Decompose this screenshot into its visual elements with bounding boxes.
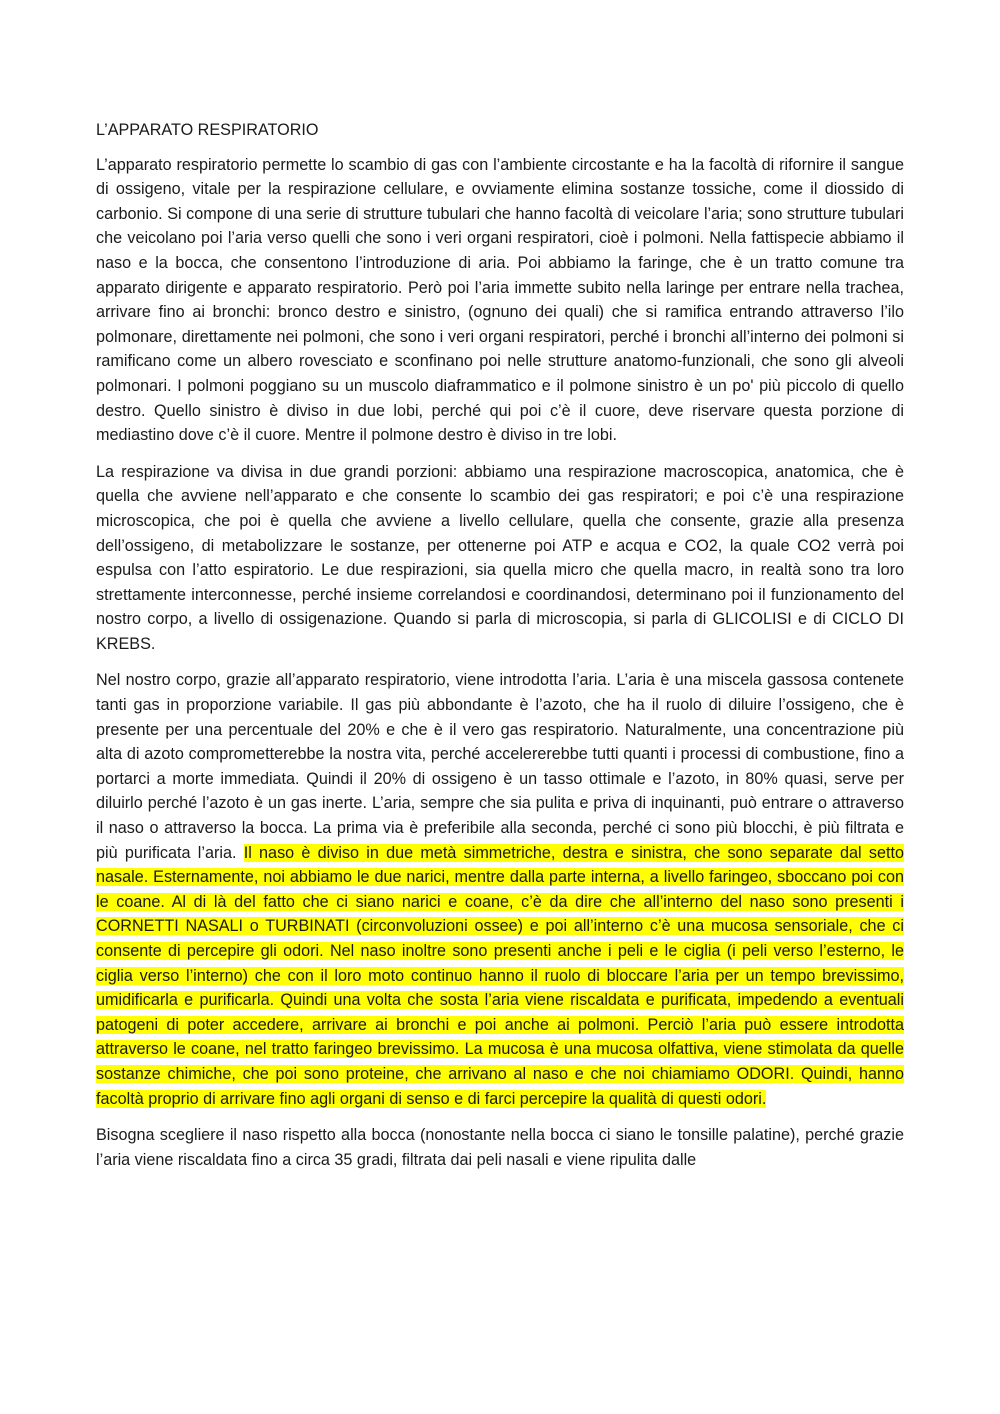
document-page [96,118,904,1184]
paragraph-respiratory-system: L’apparato respiratorio permette lo scambio di gas con l’ambiente circostante e ha la facoltà di rifornire il sangue di ossigeno, vitale per la respirazione cellulare, e ovviamente elimina sostanze tossiche, come il diossido di carbonio. Si compone di una serie di strutture tubulari che hanno facoltà di veicolare l’aria; sono strutture tubulari che veicolano poi l’aria verso quelli che sono i veri organi respiratori, cioè i polmoni. Nella fattispecie abbiamo il naso e la bocca, che consentono l’introduzione di aria. Poi abbiamo la faringe, che è un tratto comune tra apparato dirigente e apparato respiratorio. Però poi l’aria immette subito nella laringe per entrare nella trachea, arrivare fino ai bronchi: bronco destro e sinistro, (ognuno dei quali) che si ramifica entrando attraverso l’ilo polmonare, direttamente nei polmoni, che sono i veri organi respiratori, perché i bronchi all’interno dei polmoni si ramificano come un albero rovesciato e sconfinano poi nelle strutture anatomo-funzionali, che sono gli alveoli polmonari. I polmoni poggiano su un muscolo diaframmatico e il polmone sinistro è un po' più piccolo di quello destro. Quello sinistro è diviso in due lobi, perché qui poi c’è il cuore, deve riservare questa porzione di mediastino dove c’è il cuore. Mentre il polmone destro è diviso in tre lobi. [96,155,904,445]
document-title: L’APPARATO RESPIRATORIO [96,121,319,139]
paragraph-air-text: Nel nostro corpo, grazie all’apparato respiratorio, viene introdotta l’aria. L’aria è una miscela gassosa contenete tanti gas in proporzione variabile. Il gas più abbondante è l’azoto, che ha il ruolo di diluire l’ossigeno, che è presente per una percentuale del 20% e che è il vero gas respiratorio. Naturalmente, una concentrazione più alta di azoto comprometterebbe la nostra vita, perché accelererebbe tutti quanti i processi di combustione, fino a portarci a morte immediata. Quindi il 20% di ossigeno è un tasso ottimale e l’azoto, in 80% quasi, serve per diluirlo perché l’azoto è un gas inerte. L’aria, sempre che sia pulita e priva di inquinanti, può entrare o attraverso il naso o attraverso la bocca. La prima via è preferibile alla seconda, perché ci sono più blocchi, è più filtrata e più purificata l’aria. [96,671,904,862]
paragraph-nose-vs-mouth: Bisogna scegliere il naso rispetto alla bocca (nonostante nella bocca ci siano le tonsille palatine), perché grazie l’aria viene riscaldata fino a circa 35 gradi, filtrata dai peli nasali e viene ripulita dalle [96,1126,904,1169]
paragraph-air-and-nose [96,668,904,1111]
paragraph-respiration-types: La respirazione va divisa in due grandi porzioni: abbiamo una respirazione macroscopica, anatomica, che è quella che avviene nell’apparato e che consente lo scambio dei gas respiratori; e poi c’è una respirazione microscopica, che poi è quella che avviene a livello cellulare, quella che consente, grazie alla presenza dell’ossigeno, di metabolizzare le sostanze, per ottenerne poi ATP e acqua e CO2, la quale CO2 verrà poi espulsa con l’atto espiratorio. Le due respirazioni, sia quella micro che quella macro, in realtà sono tra loro strettamente interconnesse, perché insieme correlandosi e coordinandosi, determinano poi il funzionamento del nostro corpo, a livello di ossigenazione. Quando si parla di microscopia, si parla di GLICOLISI e di CICLO DI KREBS. [96,462,904,653]
highlighted-nose-passage: Il naso è diviso in due metà simmetriche, destra e sinistra, che sono separate dal setto nasale. Esternamente, noi abbiamo le due narici, mentre dalla parte interna, a livello faringeo, sboccano poi con le coane. Al di là del fatto che ci siano narici e coane, c’è da dire che all’interno del naso sono presenti i CORNETTI NASALI o TURBINATI (circonvoluzioni ossee) e poi all’interno c’è una mucosa sensoriale, che ci consente di percepire gli odori. Nel naso inoltre sono presenti anche i peli e le ciglia (i peli verso l’esterno, le ciglia verso l’interno) che con il loro moto continuo hanno il ruolo di bloccare l’aria per un tempo brevissimo, umidificarla e purificarla. Quindi una volta che sosta l’aria viene riscaldata e purificata, impedendo a eventuali patogeni di poter accedere, arrivare ai bronchi e poi anche ai polmoni. Perciò l’aria può essere introdotta attraverso le coane, nel tratto faringeo brevissimo. La mucosa è una mucosa olfattiva, viene stimolata da quelle sostanze chimiche, che poi sono proteine, che arrivano al naso e che noi chiamiamo ODORI. Quindi, hanno facoltà proprio di arrivare fino agli organi di senso e di farci percepire la qualità di questi odori. [96,843,904,1108]
